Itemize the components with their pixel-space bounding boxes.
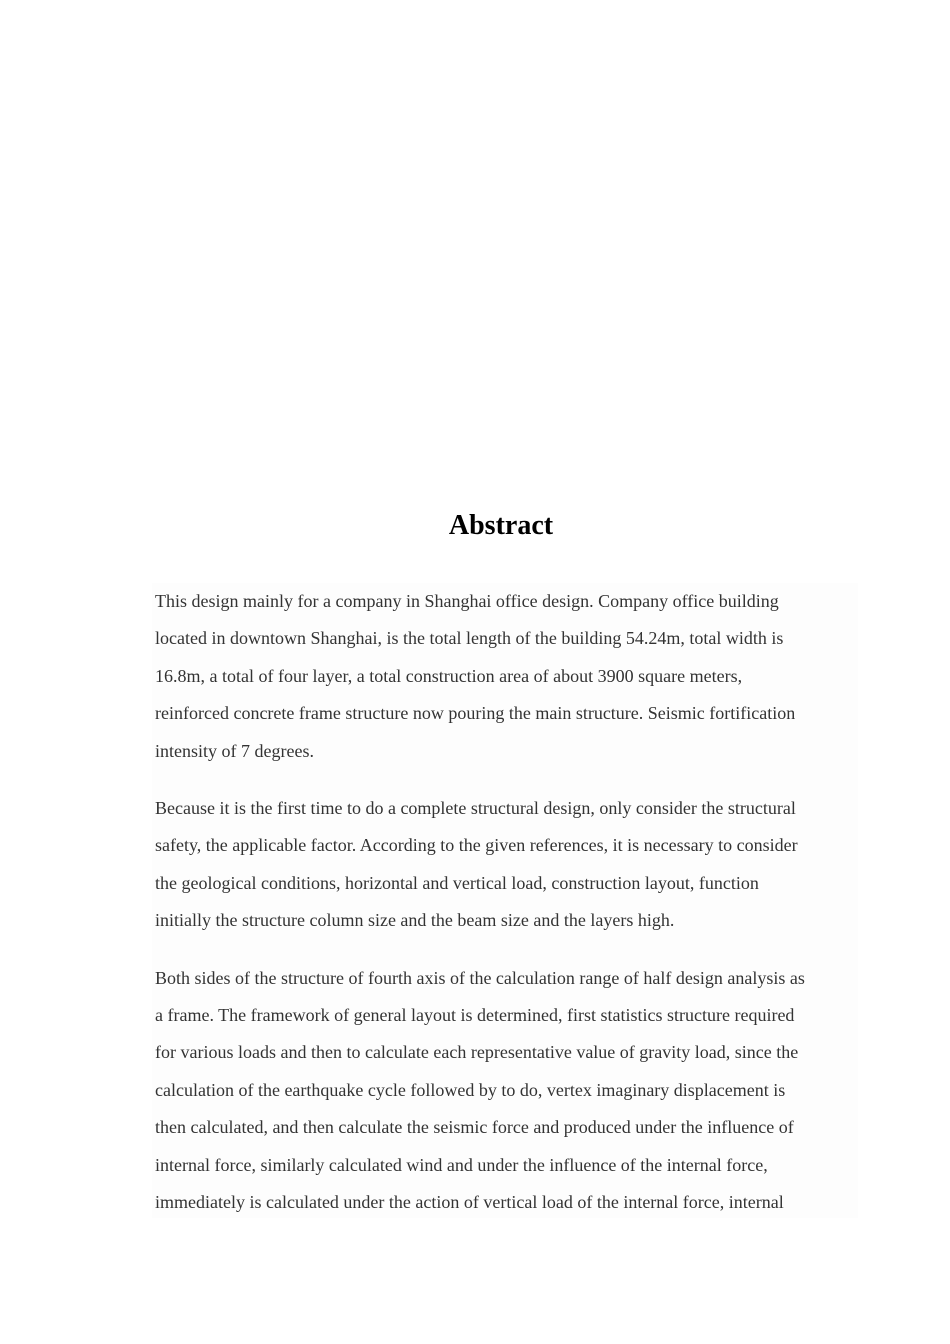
text-line: intensity of 7 degrees. — [155, 740, 314, 761]
text-line: Both sides of the structure of fourth axis of the calculation range of half design analysis as — [155, 967, 805, 988]
text-line: immediately is calculated under the action of vertical load of the internal force, internal — [155, 1192, 784, 1213]
paragraph-2 — [152, 790, 858, 940]
text-line: reinforced concrete frame structure now pouring the main structure. Seismic fortification — [155, 703, 796, 724]
abstract-body — [152, 583, 858, 1218]
text-line: a frame. The framework of general layout is determined, first statistics structure required — [155, 1005, 795, 1026]
text-line: safety, the applicable factor. According to the given references, it is necessary to consider — [155, 835, 798, 856]
text-line: Because it is the first time to do a complete structural design, only consider the structural — [155, 798, 796, 819]
text-line: 16.8m, a total of four layer, a total construction area of about 3900 square meters, — [155, 665, 743, 686]
text-line: calculation of the earthquake cycle followed by to do, vertex imaginary displacement is — [155, 1079, 786, 1100]
paragraph-3 — [152, 960, 858, 1218]
text-line: initially the structure column size and the beam size and the layers high. — [155, 910, 675, 931]
paragraph-1 — [152, 583, 858, 770]
abstract-title: Abstract — [448, 510, 554, 541]
text-line: internal force, similarly calculated wind and under the influence of the internal force, — [155, 1154, 768, 1175]
text-line: the geological conditions, horizontal and vertical load, construction layout, function — [155, 872, 759, 893]
text-line: then calculated, and then calculate the seismic force and produced under the influence of — [155, 1117, 794, 1138]
text-line: This design mainly for a company in Shanghai office design. Company office building — [155, 591, 779, 611]
text-line: for various loads and then to calculate each representative value of gravity load, since the — [155, 1042, 799, 1063]
text-line: located in downtown Shanghai, is the total length of the building 54.24m, total width is — [155, 628, 784, 649]
